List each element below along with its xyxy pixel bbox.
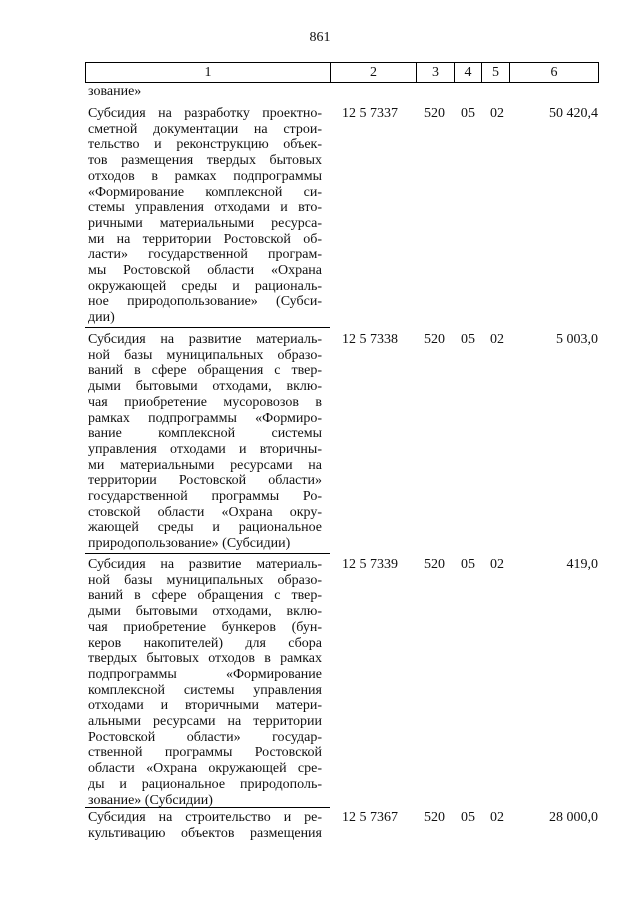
description-line: территории Ростовской области» xyxy=(88,473,322,489)
description-line: комплексной системы управления xyxy=(88,682,322,698)
description-line: Субсидия на разработку проектно- xyxy=(88,106,322,121)
description-line: керов накопителей) для сбора xyxy=(88,635,322,651)
table-header xyxy=(85,62,599,83)
description-line: окружающей среды и рациональ- xyxy=(88,278,322,294)
row-amount: 5 003,0 xyxy=(556,332,598,347)
description-line: ды и рациональное природополь- xyxy=(88,776,322,792)
description-line: ной базы муниципальных образо- xyxy=(88,347,322,363)
header-col-4: 4 xyxy=(455,63,482,83)
description-line: ваний в сфере обращения с твер- xyxy=(88,363,322,379)
description-line: стовской области «Охрана окру- xyxy=(88,504,322,520)
row-description xyxy=(88,810,322,841)
row-col-3: 520 xyxy=(424,106,445,121)
row-col-4: 05 xyxy=(461,557,475,572)
description-line: управления отходами и вторичны- xyxy=(88,441,322,457)
row-amount: 28 000,0 xyxy=(549,810,598,825)
row-code: 12 5 7337 xyxy=(342,106,398,121)
description-line: дыми бытовыми отходами, вклю- xyxy=(88,604,322,620)
description-line: культивацию объектов размещения xyxy=(88,825,322,841)
description-line: подпрограммы «Формирование xyxy=(88,666,322,682)
row-divider xyxy=(85,807,330,808)
description-line: тельство и реконструкцию объек- xyxy=(88,137,322,153)
description-line: государственной программы Ро- xyxy=(88,489,322,505)
description-line: ми на территории Ростовской об- xyxy=(88,231,322,247)
description-line: твердых бытовых отходов в рамках xyxy=(88,651,322,667)
description-line: «Формирование комплексной си- xyxy=(88,184,322,200)
row-amount: 419,0 xyxy=(566,557,598,572)
description-line: ми материальными ресурсами на xyxy=(88,457,322,473)
description-line: дыми бытовыми отходами, вклю- xyxy=(88,379,322,395)
row-col-3: 520 xyxy=(424,332,445,347)
description-line: Субсидия на развитие материаль- xyxy=(88,557,322,572)
description-line: тов размещения твердых бытовых xyxy=(88,153,322,169)
description-line: ваний в сфере обращения с твер- xyxy=(88,588,322,604)
row-divider xyxy=(85,327,330,328)
description-line: отходов в рамках подпрограммы xyxy=(88,168,322,184)
row-code: 12 5 7338 xyxy=(342,332,398,347)
description-line: отходами и вторичными матери- xyxy=(88,698,322,714)
row-code: 12 5 7339 xyxy=(342,557,398,572)
header-col-6: 6 xyxy=(510,63,599,83)
header-col-5: 5 xyxy=(482,63,510,83)
row-description xyxy=(88,106,322,326)
description-line: дии) xyxy=(88,310,115,326)
description-line: ственной программы Ростовской xyxy=(88,745,322,761)
description-line: Субсидия на строительство и ре- xyxy=(88,810,322,825)
description-line: чая приобретение мусоровозов в xyxy=(88,394,322,410)
continuation-text: зование» xyxy=(88,84,142,99)
row-col-4: 05 xyxy=(461,106,475,121)
row-amount: 50 420,4 xyxy=(549,106,598,121)
description-line: стемы управления отходами и вто- xyxy=(88,200,322,216)
row-col-5: 02 xyxy=(490,557,504,572)
header-col-2: 2 xyxy=(331,63,417,83)
description-line: чая приобретение бункеров (бун- xyxy=(88,619,322,635)
header-col-3: 3 xyxy=(417,63,455,83)
description-line: мы Ростовской области «Охрана xyxy=(88,263,322,279)
row-col-3: 520 xyxy=(424,810,445,825)
description-line: ное природопользование» (Субси- xyxy=(88,294,322,310)
description-line: сметной документации на строи- xyxy=(88,121,322,137)
row-description xyxy=(88,332,322,552)
description-line: рамках подпрограммы «Формиро- xyxy=(88,410,322,426)
page-number: 861 xyxy=(309,30,331,45)
description-line: ласти» государственной програм- xyxy=(88,247,322,263)
description-line: жающей среды и рациональное xyxy=(88,520,322,536)
header-col-1: 1 xyxy=(86,63,331,83)
description-line: альными ресурсами на территории xyxy=(88,714,322,730)
row-col-4: 05 xyxy=(461,332,475,347)
row-col-5: 02 xyxy=(490,106,504,121)
description-line: Ростовской области» государ- xyxy=(88,729,322,745)
description-line: вание комплексной системы xyxy=(88,426,322,442)
row-col-3: 520 xyxy=(424,557,445,572)
description-line: области «Охрана окружающей сре- xyxy=(88,761,322,777)
description-line: ричными материальными ресурса- xyxy=(88,215,322,231)
description-line: природопользование» (Субсидии) xyxy=(88,536,291,552)
row-col-4: 05 xyxy=(461,810,475,825)
description-line: Субсидия на развитие материаль- xyxy=(88,332,322,347)
row-code: 12 5 7367 xyxy=(342,810,398,825)
row-description xyxy=(88,557,322,808)
row-col-5: 02 xyxy=(490,332,504,347)
row-col-5: 02 xyxy=(490,810,504,825)
description-line: ной базы муниципальных образо- xyxy=(88,572,322,588)
row-divider xyxy=(85,553,330,554)
description-line: зование» (Субсидии) xyxy=(88,792,213,808)
